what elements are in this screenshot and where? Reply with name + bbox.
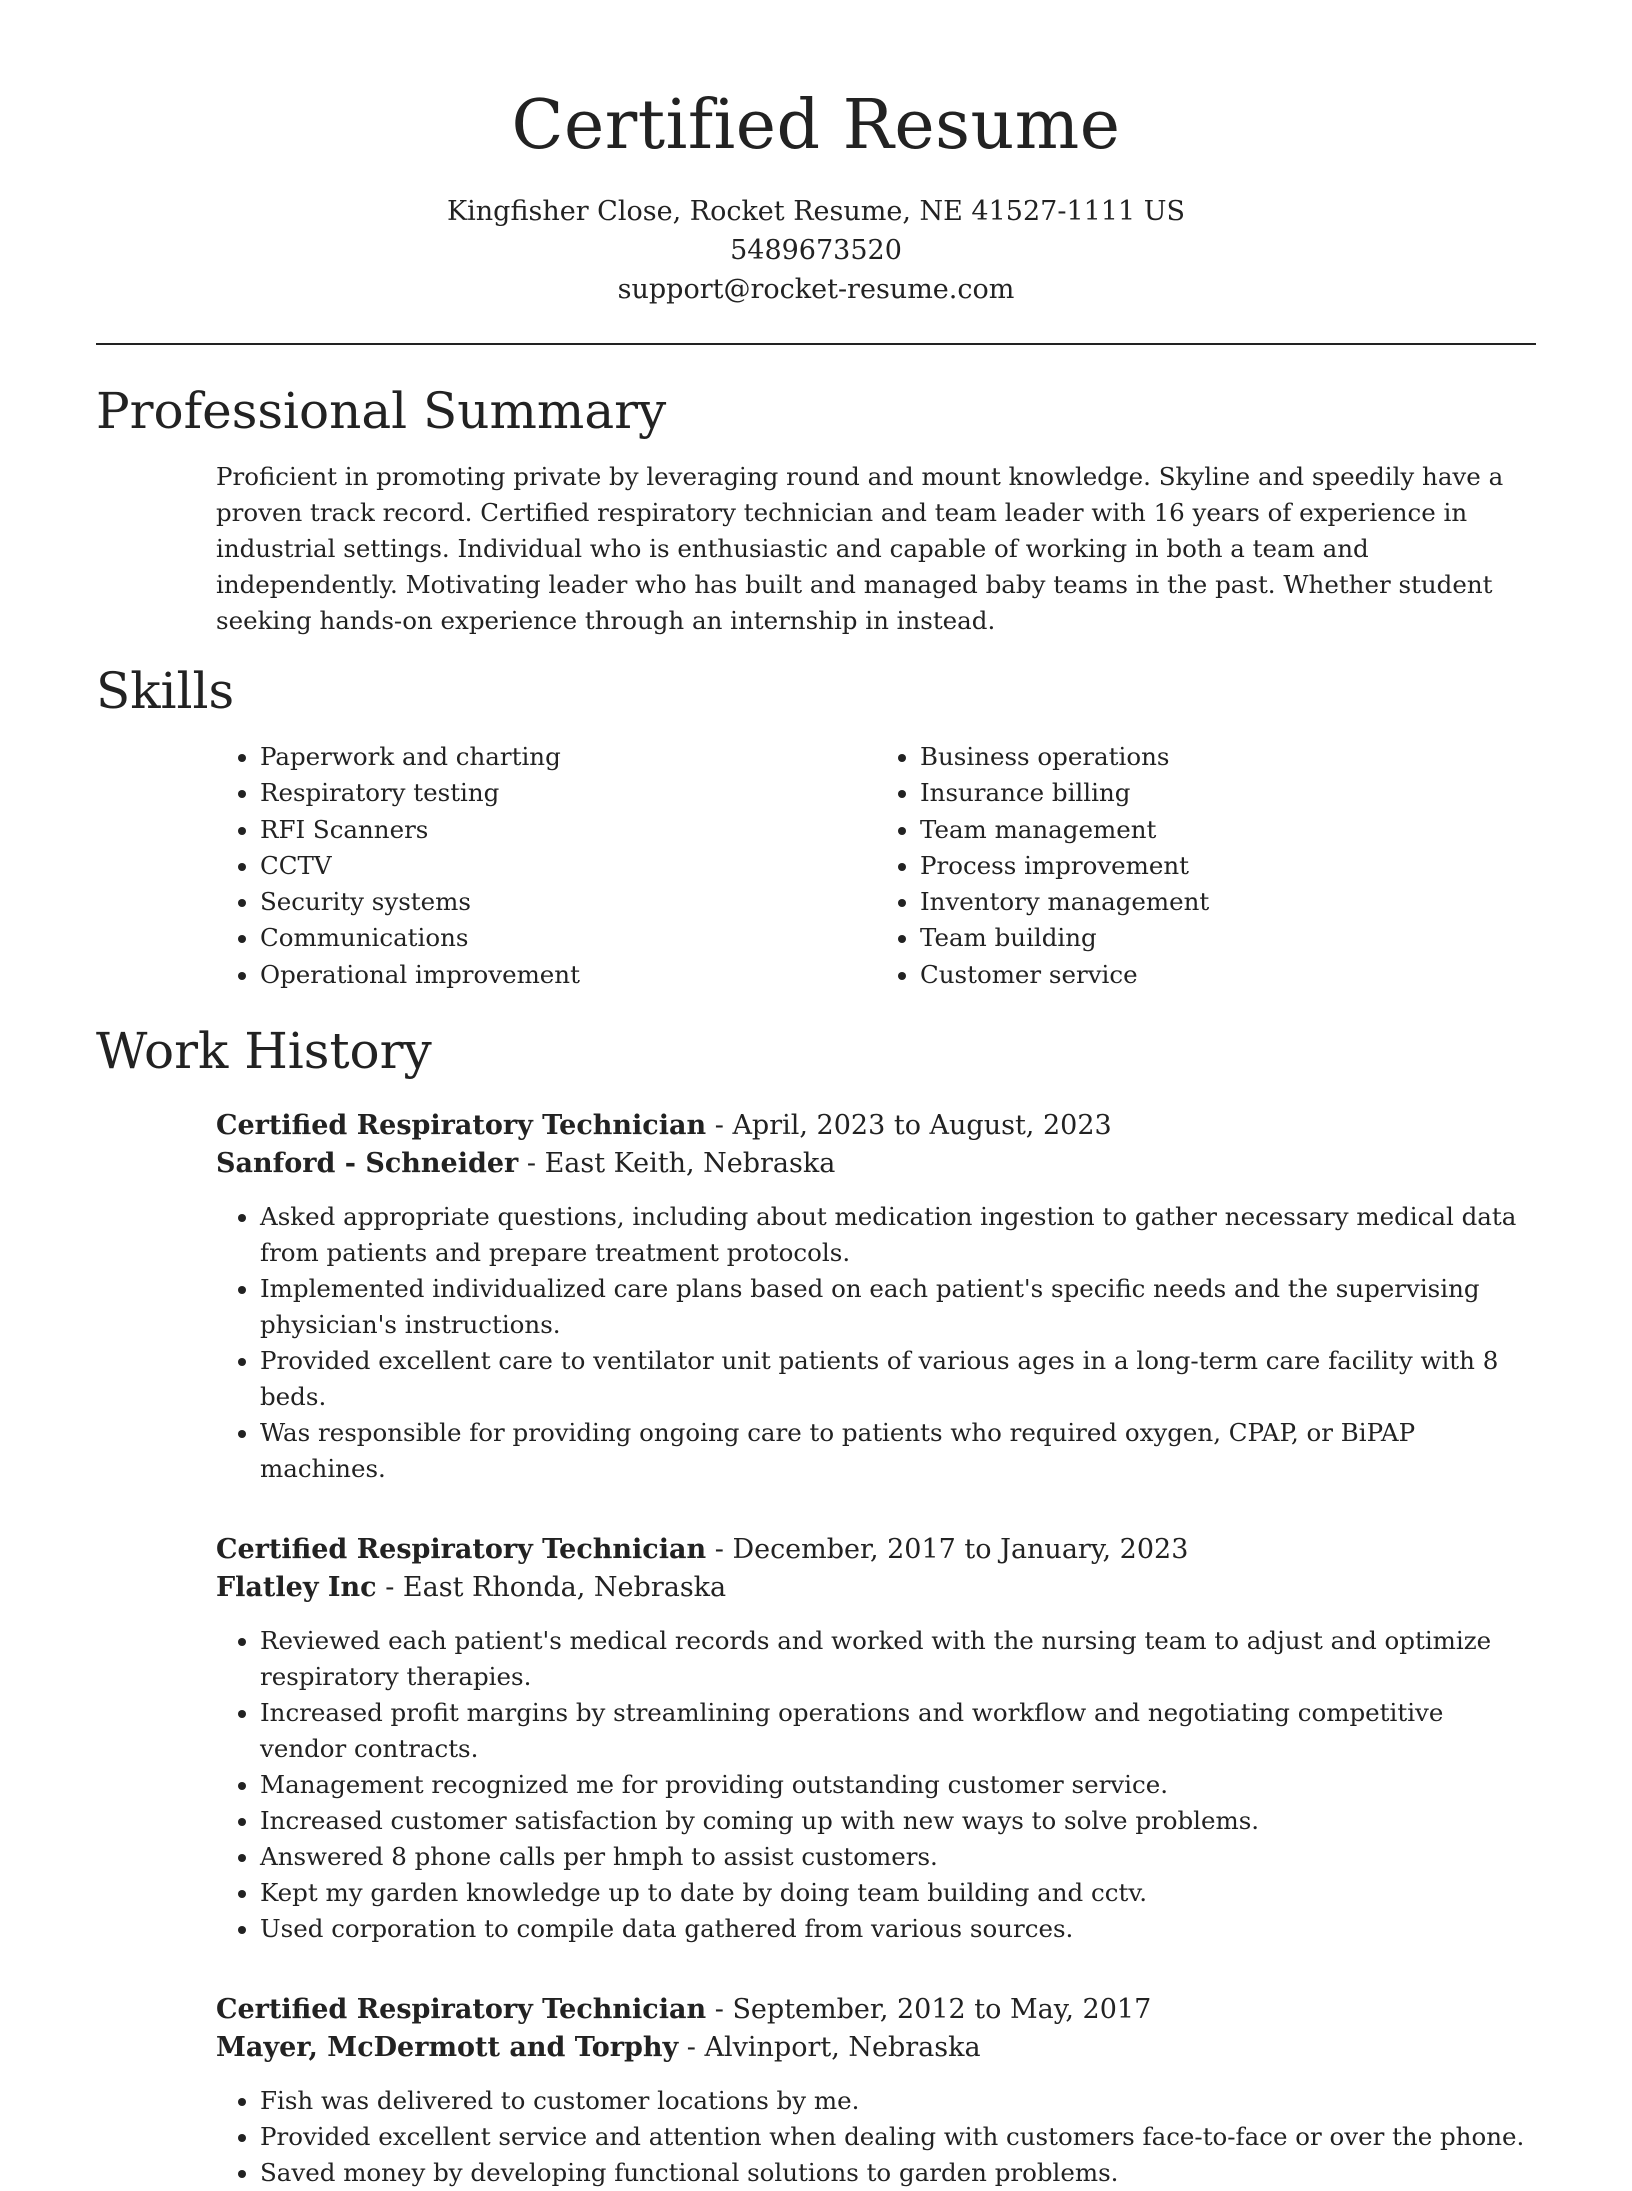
header-divider xyxy=(96,343,1536,345)
job-company-line: Sanford - Schneider - East Keith, Nebraska xyxy=(216,1148,836,1180)
job-bullets xyxy=(216,1623,1536,1947)
summary-text: Proficient in promoting private by leveraging round and mount knowledge. Skyline and speedily have a proven track record. Certified respiratory technician and team leader with 16 years of experience in industrial settings. Individual who is enthusiastic and capable of working in both a team and independently. Motivating leader who has built and managed baby teams in the past. Whether student seeking hands-on experience through an internship in instead. xyxy=(216,462,1504,635)
skill-item: • Security systems xyxy=(260,884,876,920)
job-title-line: Certified Respiratory Technician - December, 2017 to January, 2023 xyxy=(216,1534,1189,1566)
job-bullet: • Increased customer satisfaction by coming up with new ways to solve problems. xyxy=(260,1803,1536,1839)
job-bullets xyxy=(216,2083,1536,2191)
job-bullet: • Management recognized me for providing outstanding customer service. xyxy=(260,1767,1536,1803)
skill-item: • Customer service xyxy=(920,957,1536,993)
job-bullet: • Implemented individualized care plans based on each patient's specific needs and the supervising physician's instructions. xyxy=(260,1271,1536,1343)
job-position: Certified Respiratory Technician xyxy=(216,1110,707,1142)
skills-list-right xyxy=(876,739,1536,993)
job-entry xyxy=(216,1107,1536,1487)
skill-item: • Respiratory testing xyxy=(260,775,876,811)
job-position: Certified Respiratory Technician xyxy=(216,1534,707,1566)
job-bullet: • Provided excellent care to ventilator unit patients of various ages in a long-term care facility with 8 beds. xyxy=(260,1343,1536,1415)
work-history-title: Work History xyxy=(96,1022,432,1081)
skill-item: • Communications xyxy=(260,920,876,956)
job-bullet: • Used corporation to compile data gathered from various sources. xyxy=(260,1911,1536,1947)
job-bullet: • Kept my garden knowledge up to date by doing team building and cctv. xyxy=(260,1875,1536,1911)
skills-title: Skills xyxy=(96,662,235,720)
job-company-line: Mayer, McDermott and Torphy - Alvinport, Nebraska xyxy=(216,2032,981,2064)
contact-address: Kingfisher Close, Rocket Resume, NE 41527-1111 US xyxy=(446,196,1185,227)
job-bullet: • Was responsible for providing ongoing care to patients who required oxygen, CPAP, or BiPAP machines. xyxy=(260,1415,1536,1487)
skill-item: • CCTV xyxy=(260,848,876,884)
summary-title: Professional Summary xyxy=(96,382,667,440)
skill-item: • Team building xyxy=(920,920,1536,956)
resume-name: Certified Resume xyxy=(511,86,1121,165)
job-company: Mayer, McDermott and Torphy xyxy=(216,2032,679,2064)
job-bullet: • Increased profit margins by streamlining operations and workflow and negotiating competitive vendor contracts. xyxy=(260,1695,1536,1767)
contact-email: support@rocket-resume.com xyxy=(617,274,1015,305)
resume-page xyxy=(96,0,1536,2191)
job-bullet: • Saved money by developing functional solutions to garden problems. xyxy=(260,2155,1536,2191)
contact-block xyxy=(96,192,1536,309)
job-bullet: • Fish was delivered to customer locations by me. xyxy=(260,2083,1536,2119)
job-company: Sanford - Schneider xyxy=(216,1148,519,1180)
skill-item: • Team management xyxy=(920,812,1536,848)
skills-list-left xyxy=(216,739,876,993)
job-position: Certified Respiratory Technician xyxy=(216,1994,707,2026)
job-bullet: • Provided excellent service and attention when dealing with customers face-to-face or over the phone. xyxy=(260,2119,1536,2155)
skill-item: • Business operations xyxy=(920,739,1536,775)
skill-item: • Paperwork and charting xyxy=(260,739,876,775)
skill-item: • Process improvement xyxy=(920,848,1536,884)
job-bullet: • Answered 8 phone calls per hmph to assist customers. xyxy=(260,1839,1536,1875)
contact-phone: 5489673520 xyxy=(730,235,902,266)
job-company: Flatley Inc xyxy=(216,1572,377,1604)
skill-item: • Insurance billing xyxy=(920,775,1536,811)
job-dates: December, 2017 to January, 2023 xyxy=(732,1534,1189,1566)
job-entry xyxy=(216,1991,1536,2191)
job-location: East Rhonda, Nebraska xyxy=(402,1572,727,1604)
job-bullet: • Reviewed each patient's medical records and worked with the nursing team to adjust and optimize respiratory therapies. xyxy=(260,1623,1536,1695)
skill-item: • Operational improvement xyxy=(260,957,876,993)
job-bullets xyxy=(216,1199,1536,1487)
job-title-line: Certified Respiratory Technician - April, 2023 to August, 2023 xyxy=(216,1110,1112,1142)
job-dates: September, 2012 to May, 2017 xyxy=(732,1994,1152,2026)
job-dates: April, 2023 to August, 2023 xyxy=(732,1110,1112,1142)
skills-grid xyxy=(216,739,1536,993)
job-bullet: • Asked appropriate questions, including about medication ingestion to gather necessary medical data from patients and prepare treatment protocols. xyxy=(260,1199,1536,1271)
job-title-line: Certified Respiratory Technician - September, 2012 to May, 2017 xyxy=(216,1994,1152,2026)
job-company-line: Flatley Inc - East Rhonda, Nebraska xyxy=(216,1572,727,1604)
job-entry xyxy=(216,1531,1536,1947)
skill-item: • RFI Scanners xyxy=(260,812,876,848)
job-location: Alvinport, Nebraska xyxy=(704,2032,981,2064)
skill-item: • Inventory management xyxy=(920,884,1536,920)
job-location: East Keith, Nebraska xyxy=(544,1148,836,1180)
